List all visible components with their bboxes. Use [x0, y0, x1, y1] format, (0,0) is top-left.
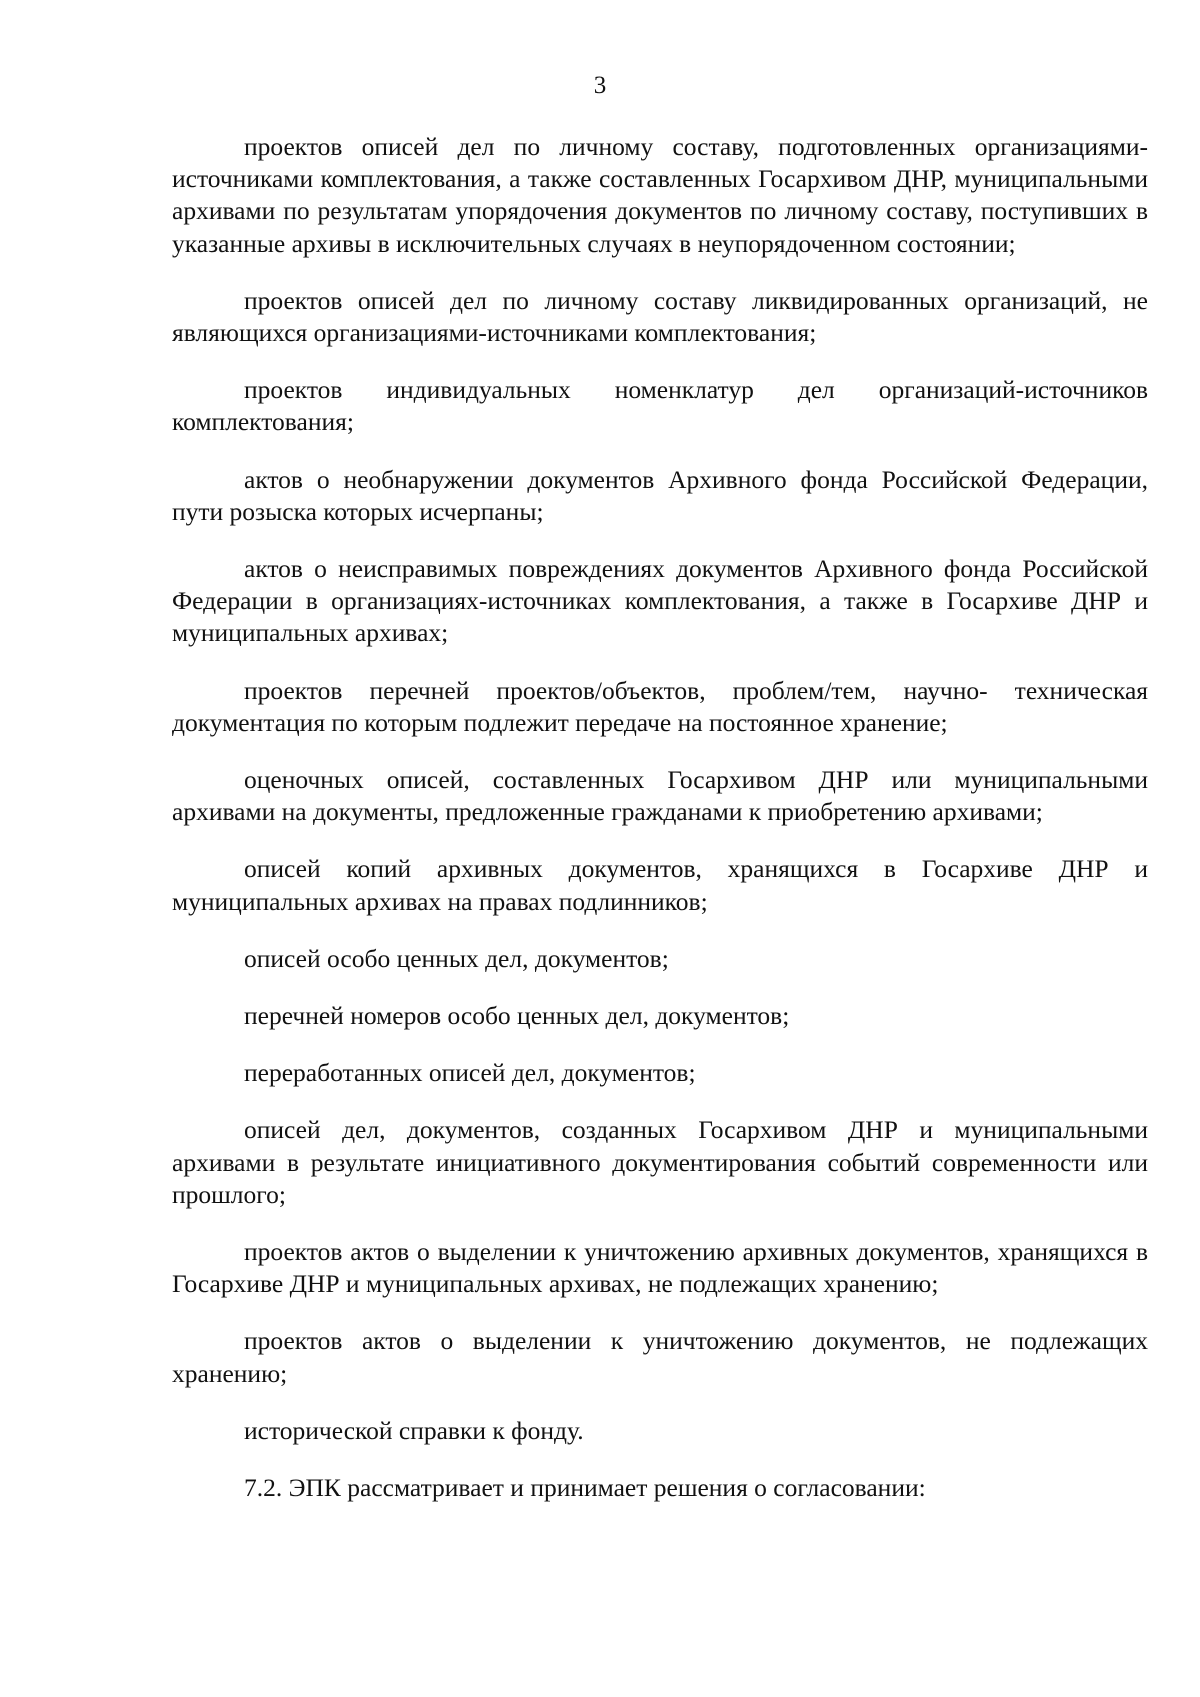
paragraph-10: перечней номеров особо ценных дел, документов; [244, 1001, 790, 1031]
paragraph-4: актов о необнаружении документов Архивного фонда Российской Федерации, пути розыска которых исчерпаны; [172, 464, 1148, 526]
paragraph-9: описей особо ценных дел, документов; [244, 943, 669, 973]
page-number: 3 [593, 72, 607, 99]
paragraph-5: актов о неисправимых повреждениях документов Архивного фонда Российской Федерации в организациях-источниках комплектования, а также в Госархиве ДНР и муниципальных архивах; [172, 554, 1148, 648]
paragraph-15: исторической справки к фонду. [244, 1415, 584, 1445]
paragraph-12: описей дел, документов, созданных Госархивом ДНР и муниципальными архивами в результате инициативного документирования событий современности или прошлого; [172, 1115, 1148, 1209]
paragraph-1: проектов описей дел по личному составу, подготовленных организациями-источниками комплектования, а также составленных Госархивом ДНР, муниципальными архивами по результатам упорядочения документов по личному составу, поступивших в указанные архивы в исключительных случаях в неупорядоченном состоянии; [172, 132, 1148, 258]
paragraph-3: проектов индивидуальных номенклатур дел организаций-источников комплектования; [172, 375, 1148, 437]
paragraph-6: проектов перечней проектов/объектов, проблем/тем, научно- техническая документация по которым подлежит передаче на постоянное хранение; [172, 675, 1148, 737]
paragraph-2: проектов описей дел по личному составу ликвидированных организаций, не являющихся организациями-источниками комплектования; [172, 285, 1148, 348]
document-body [172, 131, 1148, 1529]
paragraph-13: проектов актов о выделении к уничтожению архивных документов, хранящихся в Госархиве ДНР и муниципальных архивах, не подлежащих хранению; [172, 1237, 1148, 1299]
paragraph-8: описей копий архивных документов, хранящихся в Госархиве ДНР и муниципальных архивах на правах подлинников; [172, 854, 1148, 916]
paragraph-7: оценочных описей, составленных Госархивом ДНР или муниципальными архивами на документы, предложенные гражданами к приобретению архивами; [172, 765, 1148, 827]
paragraph-14: проектов актов о выделении к уничтожению документов, не подлежащих хранению; [172, 1326, 1148, 1388]
paragraph-11: переработанных описей дел, документов; [244, 1058, 696, 1088]
section-7-2-heading: 7.2. ЭПК рассматривает и принимает решения о согласовании: [244, 1473, 926, 1503]
